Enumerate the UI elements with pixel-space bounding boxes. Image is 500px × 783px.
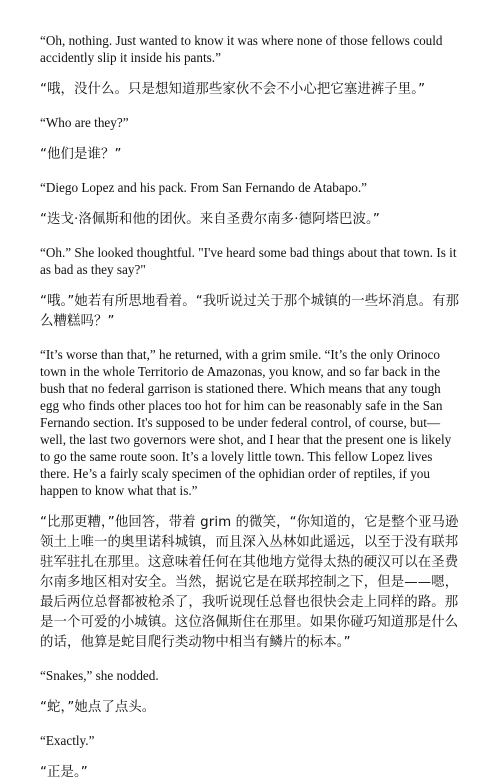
paragraph-en-5: “It’s worse than that,” he returned, with a grim smile. “It’s the only Orinoco town in the whole Territorio de Amazonas, you know, and so far back in the bush that no federal garrison is stationed there. Which means that any tough egg who finds other places too hot for him can be reasonably safe in the San Fernando section. It's supposed to be under federal control, of course, but—well, the last two governors were shot, and I hear that the present one is likely to go the same route soon. It’s a lovely little town. This fellow Lopez lives there. He’s a fairly scaly specimen of the ophidian order of reptiles, if you happen to know what that is.” [40,347,452,498]
paragraph-en-7: “Exactly.” [40,733,95,748]
paragraph-zh-5: “比那更糟，”他回答，带着 grim 的微笑，“你知道的，它是整个亚马逊领土上唯一的奥里诺科城镇，而且深入丛林如此遥远，以至于没有联邦驻军驻扎在那里。这意味着任何在其他地方觉得太热的硬汉可以在圣费尔南多地区相对安全。当然，据说它是在联邦控制之下，但是——嗯，最后两位总督都被枪杀了，我听说现任总督也很快会走上同样的路。那是一个可爱的小城镇。这位洛佩斯住在那里。如果你碰巧知道那是什么的话，他算是蛇目爬行类动物中相当有鳞片的标本。” [40,515,459,650]
paragraph-zh-6: “蛇，”她点了点头。 [40,700,156,715]
paragraph-en-1: “Oh, nothing. Just wanted to know it was where none of those fellows could accidently slip it inside his pants.” [40,33,443,65]
paragraph-zh-1: “哦，没什么。只是想知道那些家伙不会不小心把它塞进裤子里。” [40,82,426,97]
paragraph-zh-4: “哦。”她若有所思地看着。“我听说过关于那个城镇的一些坏消息。有那么糟糕吗？” [40,294,460,329]
paragraph-zh-7: “正是。” [40,765,88,780]
paragraph-en-3: “Diego Lopez and his pack. From San Fernando de Atabapo.” [40,180,368,195]
paragraph-zh-2: “他们是谁？” [40,147,122,162]
paragraph-en-2: “Who are they?” [40,115,129,130]
paragraph-en-4: “Oh.” She looked thoughtful. "I've heard some bad things about that town. Is it as bad as they say?" [40,245,457,277]
paragraph-zh-3: “迭戈·洛佩斯和他的团伙。来自圣费尔南多·德阿塔巴波。” [40,212,380,227]
paragraph-en-6: “Snakes,” she nodded. [40,668,159,683]
